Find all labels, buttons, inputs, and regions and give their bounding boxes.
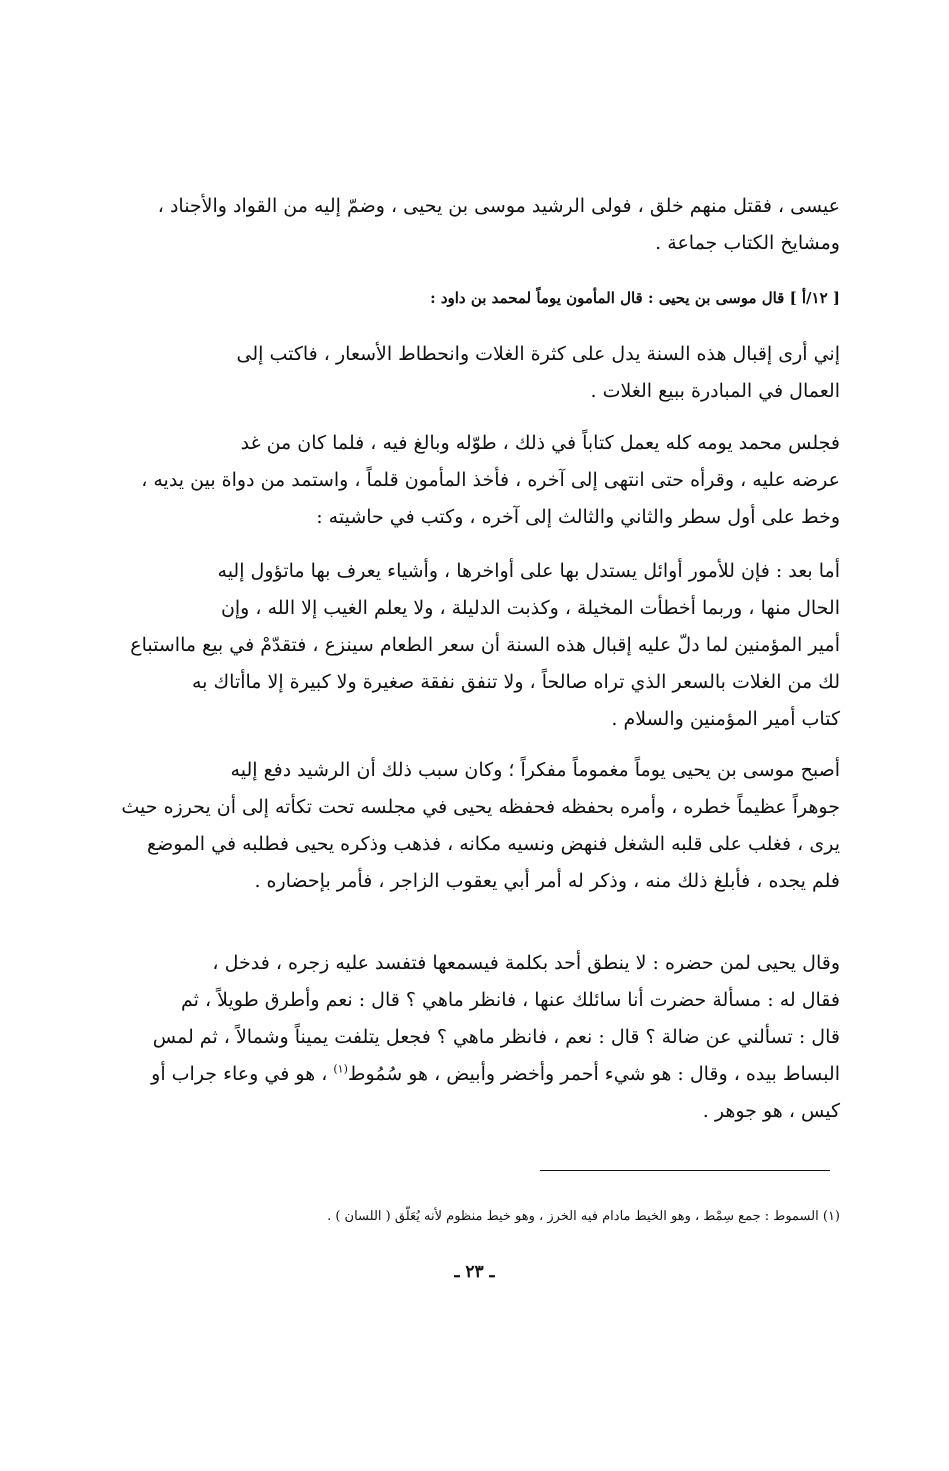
page-number: ـ ٢٣ ـ xyxy=(454,1262,495,1282)
text-line: أما بعد : فإن للأمور أوائل يستدل بها على أواخرها ، وأشياء يعرف بها ماتؤول إليه xyxy=(217,560,840,582)
text-line: وقال يحيى لمن حضره : لا ينطق أحد بكلمة فيسمعها فتفسد عليه زجره ، فدخل ، xyxy=(212,952,840,974)
text-line: أصبح موسى بن يحيى يوماً مغموماً مفكراً ؛ وكان سبب ذلك أن الرشيد دفع إليه xyxy=(230,759,840,781)
paragraph xyxy=(121,752,840,900)
paragraph xyxy=(150,945,840,1130)
text-line: أمير المؤمنين لما دلّ عليه إقبال هذه السنة أن سعر الطعام سينزع ، فتقدّمْ في بيع مااستباع xyxy=(130,634,840,656)
text-line: كتاب أمير المؤمنين والسلام . xyxy=(611,708,840,730)
text-line: وخط على أول سطر والثاني والثالث إلى آخره ، وكتب في حاشيته : xyxy=(316,506,840,528)
footnote: (١) السموط : جمع سِمْط ، وهو الخيط مادام فيه الخرز ، وهو خيط منظوم لأنه يُعَلّق ( اللسان ) . xyxy=(327,1209,840,1224)
text-line: فقال له : مسألة حضرت أنا سائلك عنها ، فانظر ماهي ؟ قال : نعم وأطرق طويلاً ، ثم xyxy=(180,989,840,1011)
section-heading: [ ١٢/أ ] قال موسى بن يحيى : قال المأمون يوماً لمحمد بن داود : xyxy=(430,289,840,307)
text-line: كيس ، هو جوهر . xyxy=(702,1100,840,1122)
text-line xyxy=(150,1056,840,1093)
text-line: ومشايخ الكتاب جماعة . xyxy=(655,232,840,254)
paragraph xyxy=(150,336,840,410)
text-line: جوهراً عظيماً خطره ، وأمره بحفظه فحفظه يحيى في مجلسه تحت تكأته إلى أن يحرزه حيث xyxy=(121,796,840,818)
text-line: عيسى ، فقتل منهم خلق ، فولى الرشيد موسى بن يحيى ، وضمّ إليه من القواد والأجناد ، xyxy=(157,195,840,217)
text-line: الحال منها ، وربما أخطأت المخيلة ، وكذبت الدليلة ، ولا يعلم الغيب إلا الله ، وإن xyxy=(220,597,840,619)
text-line: لك من الغلات بالسعر الذي تراه صالحاً ، ولا تنفق نفقة صغيرة ولا كبيرة إلا ماأتاك به xyxy=(191,671,840,693)
text-line: قال : تسألني عن ضالة ؟ قال : نعم ، فانظر ماهي ؟ فجعل يتلفت يميناً وشمالاً ، ثم لمس xyxy=(152,1026,840,1048)
paragraph xyxy=(130,553,840,738)
text-segment: البساط بيده ، وقال : هو شيء أحمر وأخضر وأبيض ، هو سُمُوط xyxy=(347,1063,840,1085)
text-line: عرضه عليه ، وقرأه حتى انتهى إلى آخره ، فأخذ المأمون قلماً ، واستمد من دواة بين يديه ، xyxy=(141,469,840,491)
text-line: فلم يجده ، فأبلغ ذلك منه ، وذكر له أمر أبي يعقوب الزاجر ، فأمر بإحضاره . xyxy=(254,870,840,892)
text-line: يرى ، فغلب على قلبه الشغل فنهض ونسيه مكانه ، فذهب وذكره يحيى فطلبه في الموضع xyxy=(146,833,840,855)
paragraph xyxy=(150,188,840,262)
footnote-reference[interactable]: (١) xyxy=(333,1062,348,1076)
footnote-divider xyxy=(540,1170,830,1171)
text-segment: ، هو في وعاء جراب أو xyxy=(151,1063,334,1085)
text-line: إني أرى إقبال هذه السنة يدل على كثرة الغلات وانحطاط الأسعار ، فاكتب إلى xyxy=(236,343,840,365)
text-line: فجلس محمد يومه كله يعمل كتاباً في ذلك ، طوّله وبالغ فيه ، فلما كان من غد xyxy=(240,432,840,454)
paragraph xyxy=(141,425,840,536)
text-line: العمال في المبادرة ببيع الغلات . xyxy=(590,380,840,402)
